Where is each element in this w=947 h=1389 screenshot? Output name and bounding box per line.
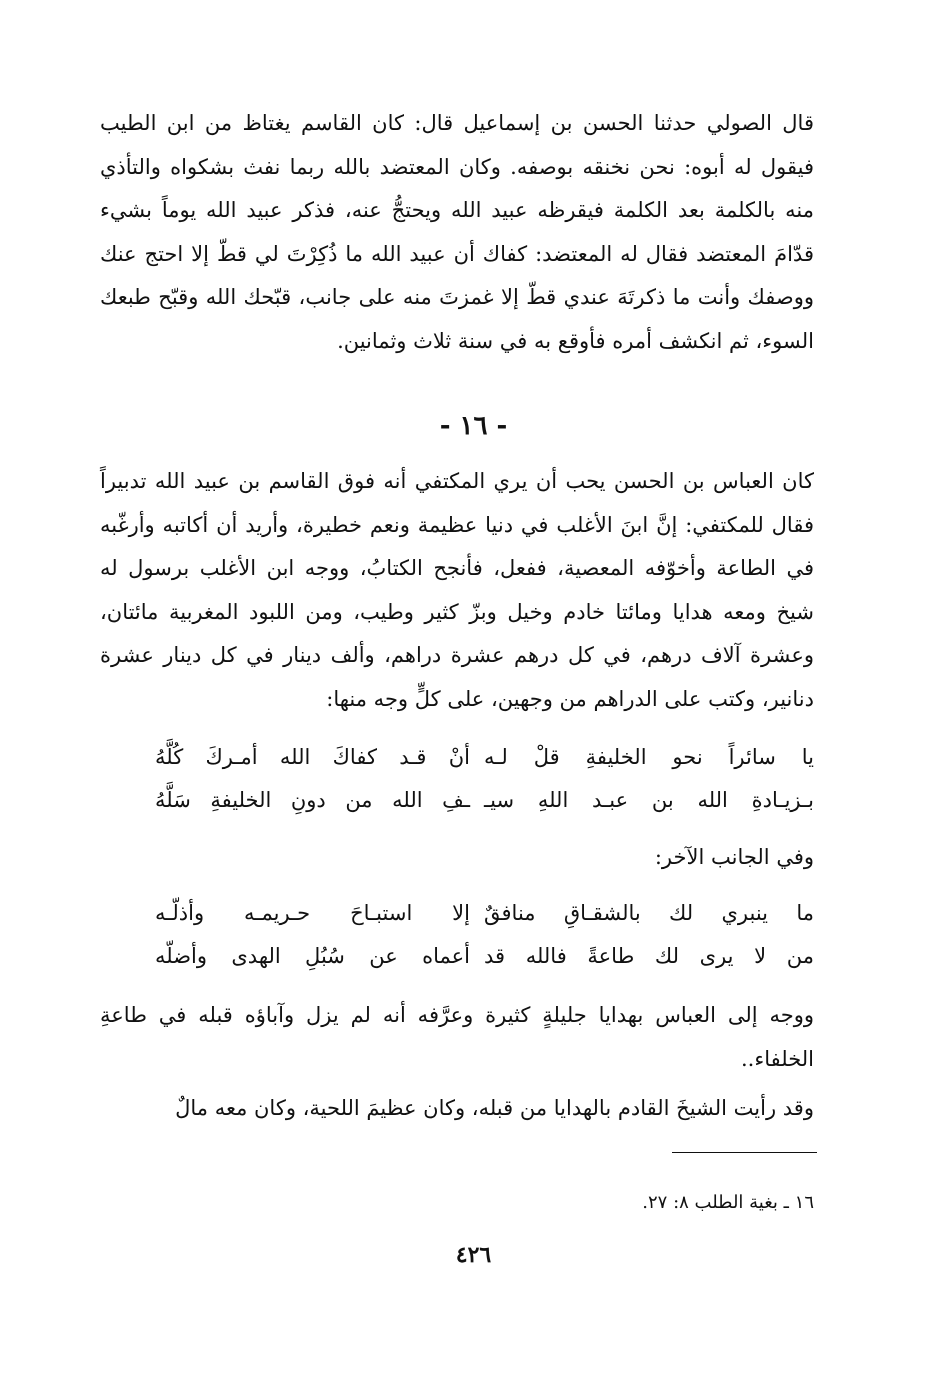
verse-first-hemistich: يا سائراً نحو الخليفةِ قلْ لـه (484, 745, 814, 769)
paragraph-text: كان العباس بن الحسن يحب أن يري المكتفي أنه فوق القاسم بن عبيد الله تدبيراً فقال للمكتفي: إنَّ ابنَ الأغلب في دنيا عظيمة ونعم خطيرة، وأريد أن أكاتبه وأرغّبه في الطاعة وأخوّفه المعصية، ففعل، فأنجح الكتابُ، ووجه ابن الأغلب برسول له شيخ ومعه هدايا ومائتا خادم وخيل وبزّ كثير وطيب، ومن اللبود المغربية مائتان، وعشرة آلاف درهم، في كل درهم عشرة دراهم، وألف دينار في كل دينار عشرة دنانير، وكتب على الدراهم من وجهين، على كلٍّ وجه منها: (100, 469, 814, 711)
verse-second-hemistich: ـفِ الله من دونِ الخليفةِ سَلَّهُ (155, 788, 470, 812)
opening-paragraph (100, 102, 814, 364)
verse-line (100, 779, 814, 822)
verse-second-hemistich: أنْ قـد كفاكَ الله أمـركَ كُلَّهُ (155, 745, 470, 769)
verse-first-hemistich: بـزيـادةِ الله بن عبـد اللهِ سيـ (484, 788, 814, 812)
paragraph-text: ووجه إلى العباس بهدايا جليلةٍ كثيرة وعرَّفه أنه لم يزل وآباؤه قبله في طاعةِ الخلفاء.. (100, 1003, 814, 1071)
closing-paragraph (100, 994, 814, 1081)
paragraph-text: قال الصولي حدثنا الحسن بن إسماعيل قال: كان القاسم يغتاظ من ابن الطيب فيقول له أبوه: نحن نخنقه بوصفه. وكان المعتضد بالله ربما نفث بشكواه والتأذي منه بالكلمة بعد الكلمة فيقرظه عبيد الله ويحتجُّ عنه، فذكر عبيد الله يوماً بشيء قدّامَ المعتضد فقال له المعتضد: كفاك أن عبيد الله ما ذُكِرْتَ لي قطّ إلا احتج عنك ووصفك وأنت ما ذكرتَهَ عندي قطّ إلا غمزتَ منه على جانب، قبّحك الله وقبّح طبعك السوء، ثم انكشف أمره فأوقع به في سنة ثلاث وثمانين. (100, 111, 814, 353)
continued-paragraph: وقد رأيت الشيخَ القادم بالهدايا من قبله، وكان عظيمَ اللحية، وكان معه مالٌ (175, 1096, 814, 1120)
verse-second-hemistich: أعماه عن سُبُلِ الهدى وأضلّه (155, 944, 470, 968)
page-number: ٤٢٦ (455, 1242, 492, 1268)
poem-verses-second (100, 892, 814, 978)
verse-line (100, 736, 814, 779)
section-heading: - ١٦ - (439, 411, 508, 441)
section-paragraph (100, 460, 814, 722)
poem-verses-first (100, 736, 814, 822)
verse-first-hemistich: من لا يرى لك طاعةً فالله قد (484, 944, 814, 968)
verse-second-hemistich: إلا استبـاحَ حـريمـه وأذلّـه (155, 901, 470, 925)
verse-line (100, 935, 814, 978)
verses-intro-text: وفي الجانب الآخر: (654, 845, 814, 869)
verse-first-hemistich: ما ينبري لك بالشقـاقِ منافقٌ (484, 901, 814, 925)
footnote-divider (672, 1152, 817, 1153)
footnote-text: ١٦ ـ بغية الطلب ٨: ٢٧. (642, 1192, 814, 1213)
verse-line (100, 892, 814, 935)
